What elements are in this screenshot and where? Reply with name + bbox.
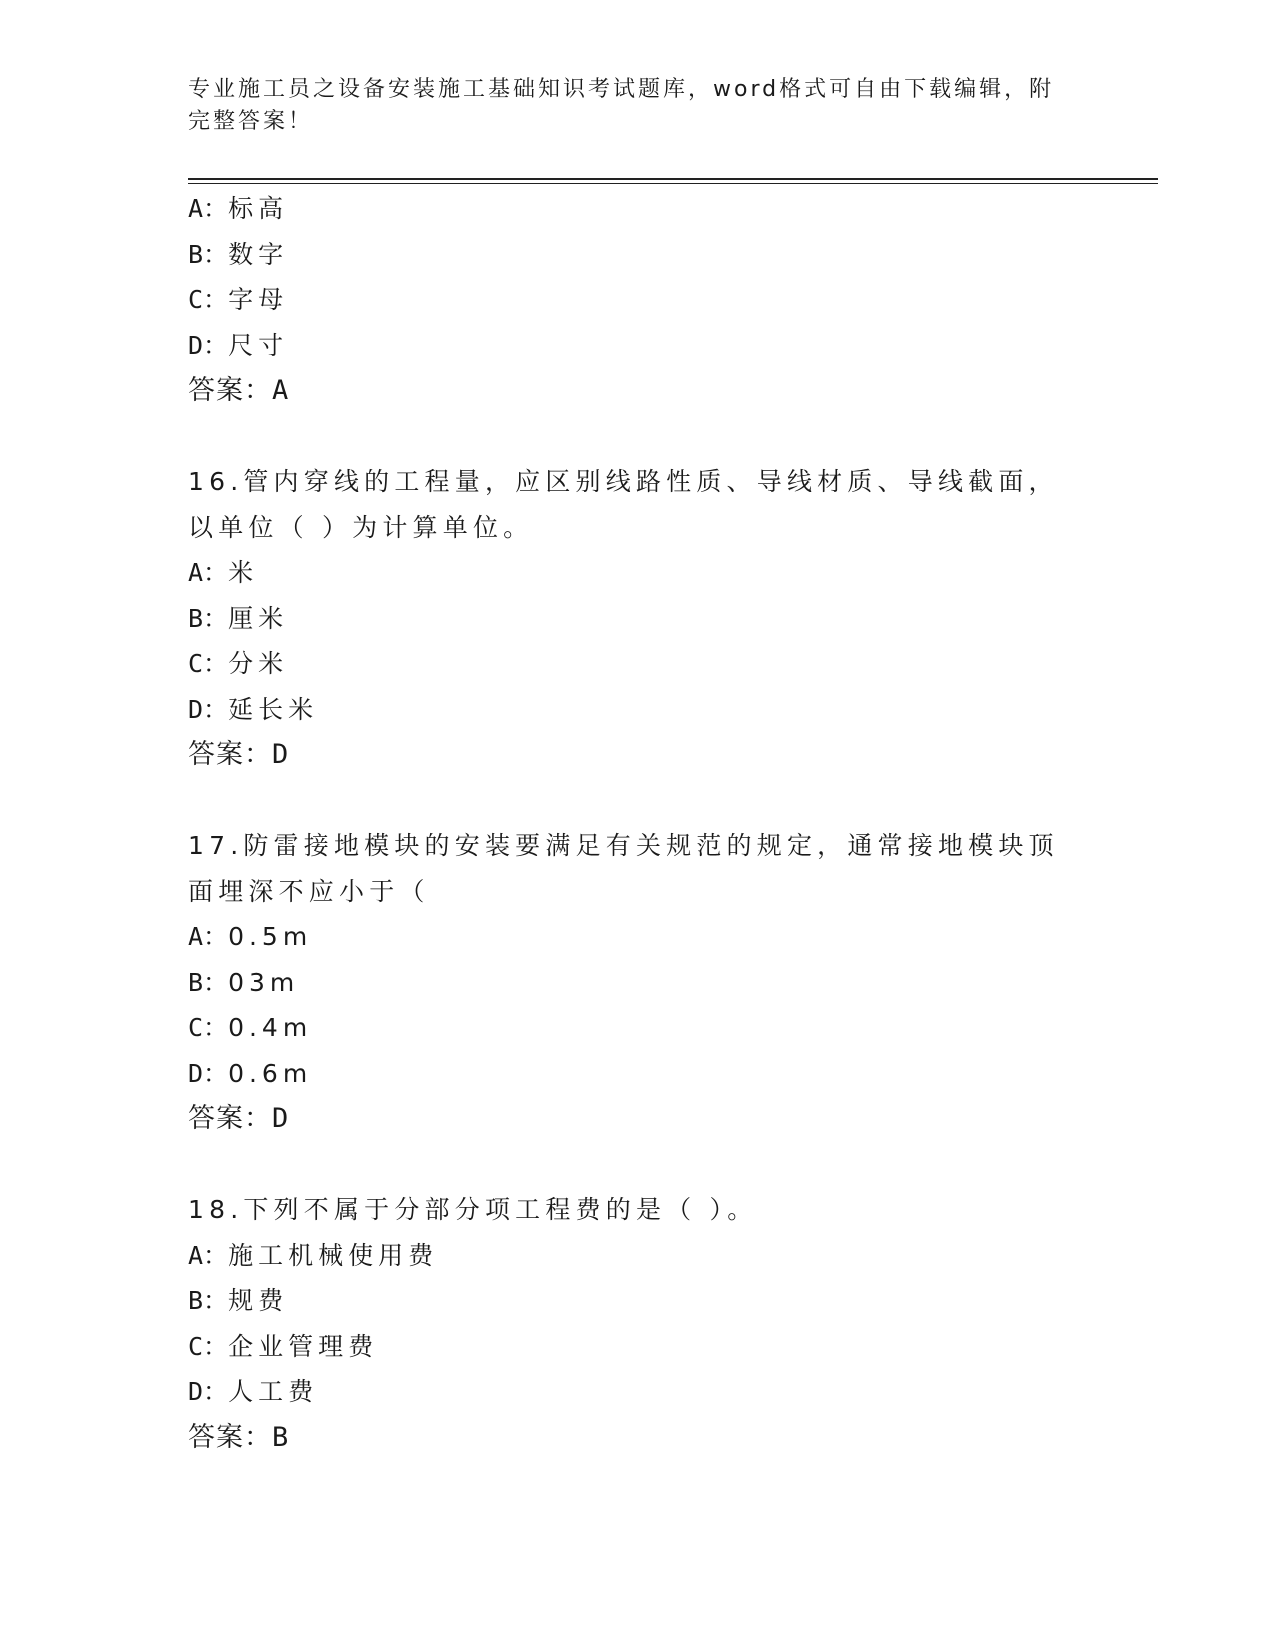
answer-line bbox=[188, 368, 1088, 414]
option-letter: A： bbox=[188, 922, 229, 951]
option-letter: B： bbox=[188, 1286, 229, 1315]
answer-value: A bbox=[272, 375, 290, 406]
option-letter: B： bbox=[188, 239, 229, 269]
option-letter: A： bbox=[188, 194, 229, 223]
option-text: 0.4m bbox=[228, 1013, 313, 1042]
question-block bbox=[188, 1187, 1088, 1460]
spacer bbox=[188, 778, 1088, 824]
option-letter: B： bbox=[188, 603, 229, 633]
question-block bbox=[188, 459, 1088, 778]
option-b bbox=[188, 232, 1088, 278]
option-text: 0.5m bbox=[228, 922, 313, 951]
option-text: 03m bbox=[228, 967, 300, 997]
option-d bbox=[188, 1051, 1088, 1097]
answer-line bbox=[188, 1096, 1088, 1142]
option-text: 0.6m bbox=[228, 1058, 313, 1088]
option-text: 延长米 bbox=[228, 694, 319, 724]
option-b bbox=[188, 596, 1088, 642]
option-letter: B： bbox=[188, 967, 229, 997]
option-text: 米 bbox=[228, 558, 259, 587]
option-a bbox=[188, 550, 1088, 596]
question-block bbox=[188, 186, 1088, 414]
answer-value: D bbox=[272, 739, 290, 770]
question-list bbox=[188, 186, 1088, 1460]
answer-line bbox=[188, 732, 1088, 778]
option-text: 尺寸 bbox=[228, 330, 289, 360]
option-text: 人工费 bbox=[228, 1377, 319, 1406]
document-header: 专业施工员之设备安装施工基础知识考试题库，word格式可自由下载编辑，附完整答案！ bbox=[188, 77, 1055, 134]
option-text: 字母 bbox=[228, 285, 289, 314]
option-letter: C： bbox=[188, 285, 229, 314]
option-text: 规费 bbox=[228, 1286, 289, 1315]
header-rule-thick bbox=[188, 178, 1158, 180]
option-text: 标高 bbox=[228, 194, 289, 223]
option-d bbox=[188, 687, 1088, 733]
option-d bbox=[188, 1369, 1088, 1415]
option-c bbox=[188, 1324, 1088, 1370]
option-b bbox=[188, 1278, 1088, 1324]
question-text: 17.防雷接地模块的安装要满足有关规范的规定，通常接地模块顶面埋深不应小于（ bbox=[188, 831, 1059, 906]
option-c bbox=[188, 1005, 1088, 1051]
option-a bbox=[188, 186, 1088, 232]
option-d bbox=[188, 323, 1088, 369]
option-letter: C： bbox=[188, 649, 229, 678]
option-letter: D： bbox=[188, 694, 229, 724]
option-text: 分米 bbox=[228, 649, 289, 678]
option-text: 施工机械使用费 bbox=[228, 1240, 439, 1270]
question-block bbox=[188, 823, 1088, 1142]
answer-label: 答案： bbox=[188, 739, 272, 770]
question-text: 18.下列不属于分部分项工程费的是（ ）。 bbox=[188, 1195, 758, 1224]
answer-line bbox=[188, 1415, 1088, 1461]
spacer bbox=[188, 1142, 1088, 1188]
option-letter: D： bbox=[188, 1058, 229, 1088]
option-text: 企业管理费 bbox=[228, 1331, 379, 1361]
option-letter: A： bbox=[188, 558, 229, 587]
answer-value: B bbox=[272, 1421, 290, 1453]
answer-label: 答案： bbox=[188, 1421, 272, 1453]
option-letter: C： bbox=[188, 1013, 229, 1042]
answer-label: 答案： bbox=[188, 1103, 272, 1134]
option-a bbox=[188, 1233, 1088, 1279]
option-b bbox=[188, 960, 1088, 1006]
option-letter: C： bbox=[188, 1331, 229, 1361]
question-text: 16.管内穿线的工程量，应区别线路性质、导线材质、导线截面，以单位（ ）为计算单位。 bbox=[188, 467, 1059, 542]
spacer bbox=[188, 414, 1088, 460]
option-text: 厘米 bbox=[228, 603, 289, 633]
answer-value: D bbox=[272, 1103, 290, 1134]
option-a bbox=[188, 914, 1088, 960]
option-c bbox=[188, 277, 1088, 323]
header-rule-thin bbox=[188, 183, 1158, 184]
option-c bbox=[188, 641, 1088, 687]
answer-label: 答案： bbox=[188, 375, 272, 406]
option-letter: D： bbox=[188, 1377, 229, 1406]
option-letter: D： bbox=[188, 330, 229, 360]
option-letter: A： bbox=[188, 1240, 229, 1270]
option-text: 数字 bbox=[228, 239, 289, 269]
